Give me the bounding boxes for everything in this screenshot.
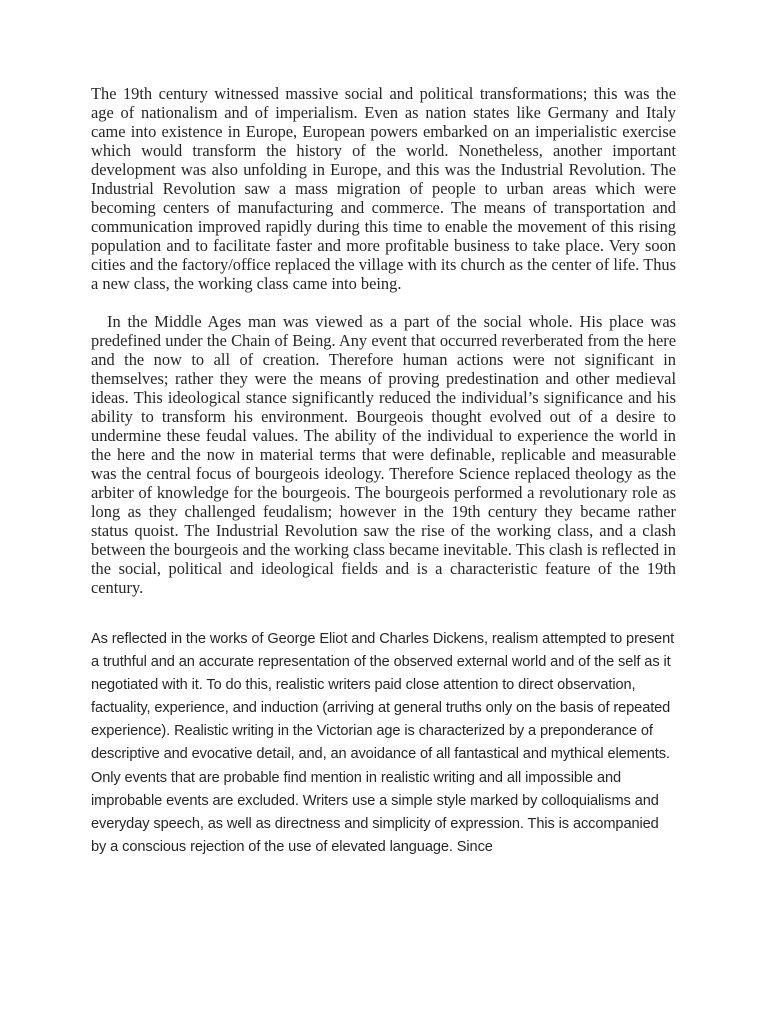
paragraph-middle-ages: In the Middle Ages man was viewed as a part of the social whole. His place was predefined under the Chain of Being. Any event that occurred reverberated from the here and the now to all of creation. Therefore human actions were not significant in themselves; rather they were the means of proving predestination and other medieval ideas. This ideological stance significantly reduced the individual’s significance and his ability to transform his environment. Bourgeois thought evolved out of a desire to undermine these feudal values. The ability of the individual to experience the world in the here and the now in material terms that were definable, replicable and measurable was the central focus of bourgeois ideology. Therefore Science replaced theology as the arbiter of knowledge for the bourgeois. The bourgeois performed a revolutionary role as long as they challenged feudalism; however in the 19th century they became rather status quoist. The Industrial Revolution saw the rise of the working class, and a clash between the bourgeois and the working class became inevitable. This clash is reflected in the social, political and ideological fields and is a characteristic feature of the 19th century. xyxy=(91,312,676,597)
paragraph-realism: As reflected in the works of George Eliot and Charles Dickens, realism attempted to present a truthful and an accurate representation of the observed external world and of the self as it negotiated with it. To do this, realistic writers paid close attention to direct observation, factuality, experience, and induction (arriving at general truths only on the basis of repeated experience). Realistic writing in the Victorian age is characterized by a preponderance of descriptive and evocative detail, and, an avoidance of all fantastical and mythical elements. Only events that are probable find mention in realistic writing and all impossible and improbable events are excluded. Writers use a simple style marked by colloquialisms and everyday speech, as well as directness and simplicity of expression. This is accompanied by a conscious rejection of the use of elevated language. Since xyxy=(91,631,675,855)
paragraph-industrial-revolution: The 19th century witnessed massive social and political transformations; this was the age of nationalism and of imperialism. Even as nation states like Germany and Italy came into existence in Europe, European powers embarked on an imperialistic exercise which would transform the history of the world. Nonetheless, another important development was also unfolding in Europe, and this was the Industrial Revolution. The Industrial Revolution saw a mass migration of people to urban areas which were becoming centers of manufacturing and commerce. The means of transportation and communication improved rapidly during this time to enable the movement of this rising population and to facilitate faster and more profitable business to take place. Very soon cities and the factory/office replaced the village with its church as the center of life. Thus a new class, the working class came into being. xyxy=(91,84,676,293)
document-page xyxy=(91,84,676,859)
